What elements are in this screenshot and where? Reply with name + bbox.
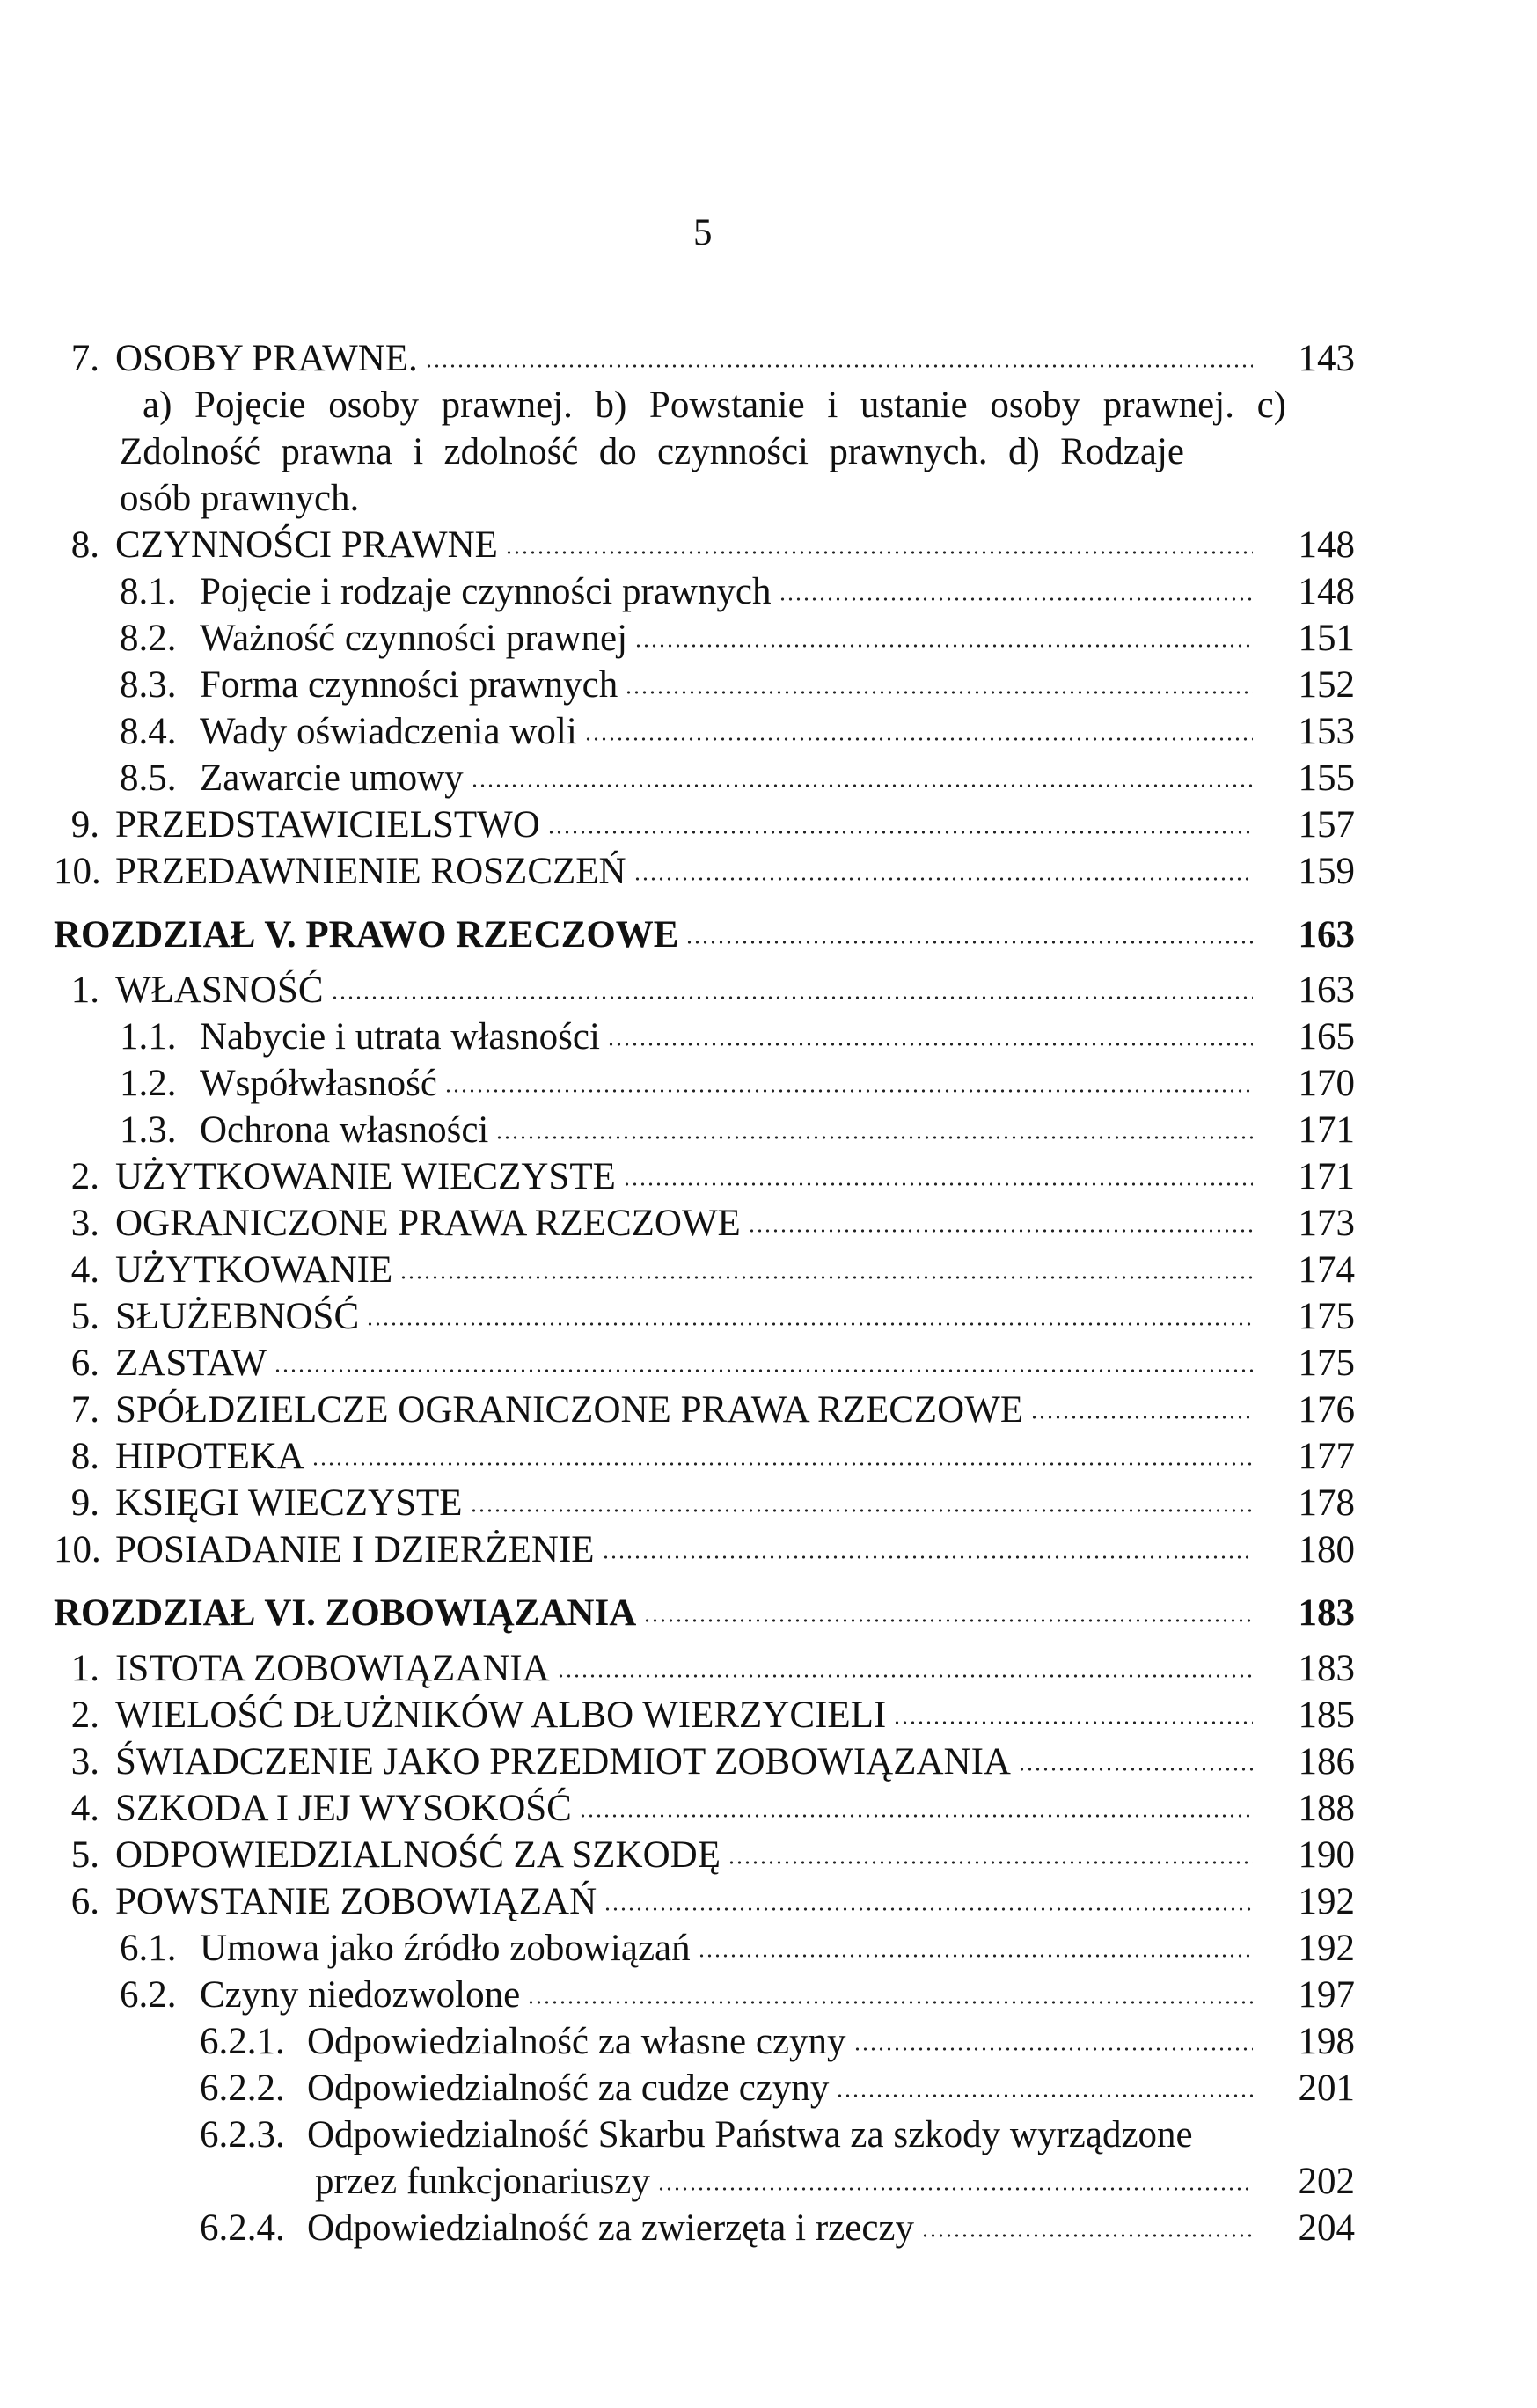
dot-leader [366,1293,1253,1340]
toc-entry[interactable] [54,1832,1355,1878]
page-ref: 185 [1298,1694,1355,1736]
toc-entry[interactable] [54,1526,1355,1573]
entry-title: ZASTAW [115,1343,267,1384]
toc-entry[interactable] [54,1340,1355,1387]
toc-entry[interactable] [54,708,1355,755]
toc-entry[interactable] [54,755,1355,801]
page-ref: 157 [1298,804,1355,845]
entry-title: Czyny niedozwolone [200,1974,521,2016]
page-ref: 159 [1298,851,1355,892]
page-ref: 148 [1298,524,1355,566]
entry-title: SŁUŻEBNOŚĆ [115,1296,360,1337]
entry-title: Odpowiedzialność za zwierzęta i rzeczy [307,2207,914,2249]
toc-entry[interactable] [54,522,1355,568]
dot-leader [331,967,1253,1014]
toc-entry[interactable] [54,801,1355,848]
entry-title: Ochrona własności [200,1109,489,1151]
toc-entry[interactable] [54,1925,1355,1972]
entry-title: Wady oświadczenia woli [200,711,577,752]
entry-title: Odpowiedzialność za cudze czyny [307,2068,830,2109]
entry-title: PRZEDSTAWICIELSTWO [115,804,540,845]
dot-leader [633,848,1253,895]
toc-entry[interactable] [54,568,1355,615]
toc-entry[interactable] [54,1878,1355,1925]
dot-leader [471,755,1253,801]
entry-number: 6. [70,1343,99,1384]
dot-leader [853,2018,1253,2065]
chapter-heading-row[interactable] [54,1590,1355,1636]
entry-title: Współwłasność [200,1063,437,1104]
toc-entry[interactable] [54,1785,1355,1832]
toc-entry[interactable] [54,1480,1355,1526]
dot-leader [527,1972,1253,2018]
toc-entry[interactable] [54,1293,1355,1340]
page-ref: 155 [1298,758,1355,799]
entry-number: 6.1. [120,1928,177,1969]
entry-number: 2. [70,1694,99,1736]
dot-leader [625,662,1253,708]
page-ref: 188 [1298,1788,1355,1829]
entry-title: HIPOTEKA [115,1436,304,1477]
entry-number: 8.3. [120,664,177,706]
toc-entry[interactable] [54,848,1355,895]
entry-description-line: Zdolność prawna i zdolność do czynności prawnych. d) Rodzaje [120,431,1184,472]
toc-entry[interactable] [54,2205,1355,2251]
entry-title: ŚWIADCZENIE JAKO PRZEDMIOT ZOBOWIĄZANIA [115,1741,1011,1782]
entry-number: 3. [70,1203,99,1244]
entry-title: OSOBY PRAWNE. [115,338,418,379]
toc-entry[interactable] [54,1433,1355,1480]
page-ref: 151 [1298,618,1355,659]
dot-leader [657,2158,1253,2205]
entry-number: 10. [54,851,101,892]
entry-number: 8.4. [120,711,177,752]
entry-number: 4. [70,1249,99,1291]
entry-title: SZKODA I JEJ WYSOKOŚĆ [115,1788,572,1829]
entry-number: 9. [70,804,99,845]
entry-title-continuation: przez funkcjonariuszy [315,2161,650,2202]
dot-leader [495,1107,1253,1153]
page-ref: 180 [1298,1529,1355,1570]
chapter-title: ROZDZIAŁ VI. ZOBOWIĄZANIA [54,1592,637,1634]
entry-title: UŻYTKOWANIE [115,1249,393,1291]
entry-number: 9. [70,1482,99,1524]
page-ref: 202 [1298,2161,1355,2202]
entry-title: WŁASNOŚĆ [115,970,324,1011]
entry-number: 4. [70,1788,99,1829]
page-ref: 174 [1298,1249,1355,1291]
entry-number: 1.2. [120,1063,177,1104]
dot-leader [557,1645,1253,1692]
toc-entry[interactable] [54,1387,1355,1433]
dot-leader [623,1153,1253,1200]
toc-entry[interactable] [54,1247,1355,1293]
toc-entry[interactable] [54,2112,1355,2158]
entry-title: POSIADANIE I DZIERŻENIE [115,1529,595,1570]
dot-leader [607,1014,1253,1060]
toc-entry[interactable] [54,1107,1355,1153]
page-ref: 201 [1298,2068,1355,2109]
toc-entry[interactable] [54,1645,1355,1692]
toc-entry[interactable] [54,1692,1355,1738]
toc-entry[interactable] [54,335,1355,382]
entry-number: 1.3. [120,1109,177,1151]
entry-number: 1.1. [120,1016,177,1058]
dot-leader [425,335,1253,382]
page-ref: 173 [1298,1203,1355,1244]
entry-title: Umowa jako źródło zobowiązań [200,1928,691,1969]
entry-number: 6.2.4. [200,2207,285,2249]
dot-leader [470,1480,1253,1526]
dot-leader [584,708,1253,755]
chapter-heading-row[interactable] [54,911,1355,958]
entry-number: 7. [70,1389,99,1431]
entry-number: 5. [70,1834,99,1876]
toc-entry[interactable] [54,1972,1355,2018]
entry-number: 2. [70,1156,99,1197]
page-ref: 177 [1298,1436,1355,1477]
page-ref: 175 [1298,1343,1355,1384]
dot-leader [1018,1738,1253,1785]
entry-number: 6.2. [120,1974,177,2016]
entry-title: Odpowiedzialność za własne czyny [307,2021,846,2062]
entry-title: Pojęcie i rodzaje czynności prawnych [200,571,772,612]
page-ref: 186 [1298,1741,1355,1782]
dot-leader [643,1590,1253,1636]
page-ref: 163 [1298,970,1355,1011]
entry-number: 6.2.3. [200,2114,285,2155]
toc-entry-continuation[interactable] [54,2158,1355,2205]
page-ref: 183 [1298,1648,1355,1689]
dot-leader [579,1785,1253,1832]
entry-number: 6.2.2. [200,2068,285,2109]
entry-title: Forma czynności prawnych [200,664,618,706]
entry-number: 8.1. [120,571,177,612]
page-ref: 204 [1298,2207,1355,2249]
toc-entry[interactable] [54,1060,1355,1107]
page-ref: 176 [1298,1389,1355,1431]
dot-leader [921,2205,1253,2251]
toc-entry[interactable] [54,662,1355,708]
page-ref: 153 [1298,711,1355,752]
entry-number: 5. [70,1296,99,1337]
page-ref: 171 [1298,1109,1355,1151]
page-ref: 170 [1298,1063,1355,1104]
dot-leader [274,1340,1253,1387]
dot-leader [836,2065,1253,2112]
toc-entry[interactable] [54,967,1355,1014]
page-ref: 192 [1298,1928,1355,1969]
page-ref: 148 [1298,571,1355,612]
page-number: 5 [693,212,713,253]
dot-leader [893,1692,1253,1738]
entry-title: WIELOŚĆ DŁUŻNIKÓW ALBO WIERZYCIELI [115,1694,887,1736]
entry-title: Odpowiedzialność Skarbu Państwa za szkody wyrządzone [307,2114,1193,2155]
toc-entry[interactable] [54,1014,1355,1060]
dot-leader [779,568,1253,615]
toc-entry[interactable] [54,1738,1355,1785]
dot-leader [399,1247,1253,1293]
page-ref: 163 [1298,914,1355,955]
entry-number: 8. [70,524,99,566]
toc-entry[interactable] [54,2018,1355,2065]
dot-leader [685,911,1253,958]
page-ref: 197 [1298,1974,1355,2016]
entry-title: UŻYTKOWANIE WIECZYSTE [115,1156,616,1197]
entry-number: 1. [70,1648,99,1689]
entry-description-line: a) Pojęcie osoby prawnej. b) Powstanie i ustanie osoby prawnej. c) [143,384,1286,426]
dot-leader [748,1200,1253,1247]
dot-leader [634,615,1253,662]
entry-title: Nabycie i utrata własności [200,1016,600,1058]
entry-number: 8.5. [120,758,177,799]
entry-number: 10. [54,1529,101,1570]
entry-title: SPÓŁDZIELCZE OGRANICZONE PRAWA RZECZOWE [115,1389,1024,1431]
toc-entry[interactable] [54,1200,1355,1247]
entry-title: CZYNNOŚCI PRAWNE [115,524,498,566]
page-ref: 178 [1298,1482,1355,1524]
entry-title: PRZEDAWNIENIE ROSZCZEŃ [115,851,626,892]
entry-title: ODPOWIEDZIALNOŚĆ ZA SZKODĘ [115,1834,721,1876]
page-ref: 175 [1298,1296,1355,1337]
entry-number: 6. [70,1881,99,1922]
page-ref: 192 [1298,1881,1355,1922]
page-ref: 171 [1298,1156,1355,1197]
dot-leader [602,1526,1253,1573]
dot-leader [1030,1387,1253,1433]
entry-title: OGRANICZONE PRAWA RZECZOWE [115,1203,741,1244]
toc-entry[interactable] [54,1153,1355,1200]
dot-leader [311,1433,1253,1480]
toc-entry[interactable] [54,2065,1355,2112]
page-ref: 152 [1298,664,1355,706]
entry-title: Zawarcie umowy [200,758,464,799]
dot-leader [698,1925,1253,1972]
entry-number: 3. [70,1741,99,1782]
entry-title: POWSTANIE ZOBOWIĄZAŃ [115,1881,597,1922]
entry-number: 8.2. [120,618,177,659]
dot-leader [547,801,1253,848]
page-ref: 165 [1298,1016,1355,1058]
chapter-title: ROZDZIAŁ V. PRAWO RZECZOWE [54,914,679,955]
page-ref: 183 [1298,1592,1355,1634]
page-ref: 190 [1298,1834,1355,1876]
dot-leader [444,1060,1253,1107]
entry-title: ISTOTA ZOBOWIĄZANIA [115,1648,550,1689]
entry-number: 1. [70,970,99,1011]
dot-leader [604,1878,1253,1925]
table-of-contents [54,335,1355,2251]
dot-leader [728,1832,1253,1878]
entry-title: KSIĘGI WIECZYSTE [115,1482,463,1524]
page-ref: 143 [1298,338,1355,379]
dot-leader [505,522,1253,568]
toc-entry[interactable] [54,615,1355,662]
entry-number: 6.2.1. [200,2021,285,2062]
page-ref: 198 [1298,2021,1355,2062]
entry-number: 8. [70,1436,99,1477]
entry-title: Ważność czynności prawnej [200,618,628,659]
entry-number: 7. [70,338,99,379]
entry-description-line: osób prawnych. [120,478,360,519]
